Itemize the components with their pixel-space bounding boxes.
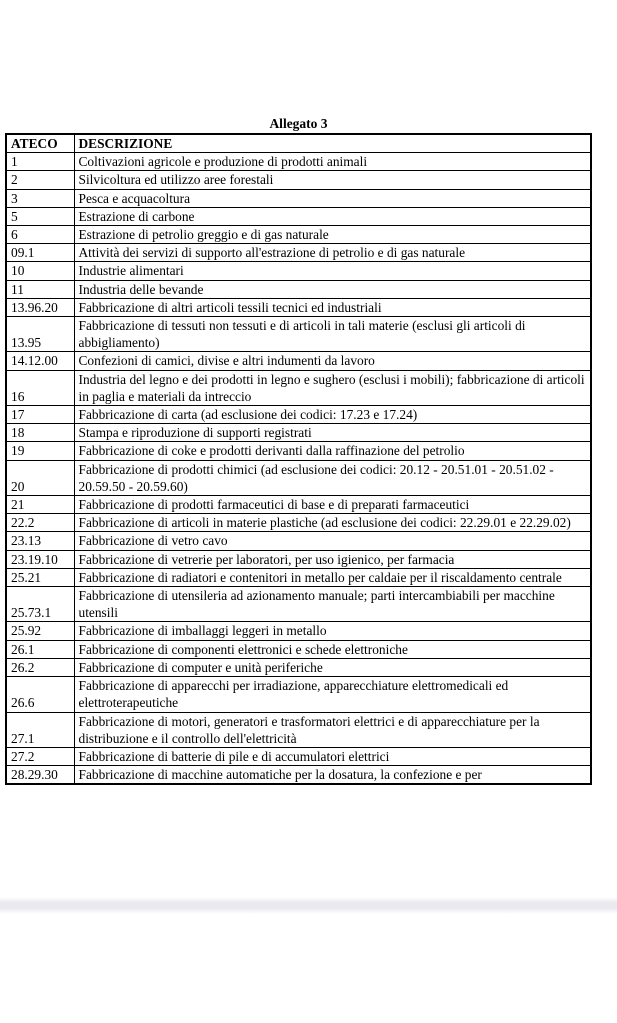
ateco-code-cell: 23.19.10 <box>6 550 74 568</box>
table-row <box>6 766 591 785</box>
page-title: Allegato 3 <box>269 116 328 131</box>
table-row <box>6 677 591 712</box>
table-row <box>6 496 591 514</box>
description-cell: Fabbricazione di radiatori e contenitori in metallo per caldaie per il riscaldamento centrale <box>74 568 591 586</box>
ateco-code-cell: 18 <box>6 424 74 442</box>
table-row <box>6 317 591 352</box>
column-header-descrizione: DESCRIZIONE <box>74 134 591 153</box>
ateco-code-cell: 27.1 <box>6 712 74 747</box>
description-cell: Fabbricazione di utensileria ad azionamento manuale; parti intercambiabili per macchine utensili <box>74 587 591 622</box>
description-cell: Fabbricazione di motori, generatori e trasformatori elettrici e di apparecchiature per la distribuzione e il controllo dell'elettricità <box>74 712 591 747</box>
ateco-code-cell: 09.1 <box>6 244 74 262</box>
table-row <box>6 640 591 658</box>
ateco-code-cell: 5 <box>6 207 74 225</box>
description-cell: Attività dei servizi di supporto all'estrazione di petrolio e di gas naturale <box>74 244 591 262</box>
ateco-code-cell: 19 <box>6 442 74 460</box>
description-cell: Fabbricazione di macchine automatiche per la dosatura, la confezione e per <box>74 766 591 785</box>
table-row <box>6 550 591 568</box>
description-cell: Pesca e acquacoltura <box>74 189 591 207</box>
description-cell: Fabbricazione di batterie di pile e di accumulatori elettrici <box>74 747 591 765</box>
table-row <box>6 298 591 316</box>
table-row <box>6 658 591 676</box>
ateco-code-cell: 22.2 <box>6 514 74 532</box>
description-cell: Fabbricazione di altri articoli tessili tecnici ed industriali <box>74 298 591 316</box>
ateco-code-cell: 27.2 <box>6 747 74 765</box>
description-cell: Fabbricazione di carta (ad esclusione dei codici: 17.23 e 17.24) <box>74 406 591 424</box>
table-row <box>6 262 591 280</box>
ateco-table-body <box>6 153 591 785</box>
description-cell: Fabbricazione di vetro cavo <box>74 532 591 550</box>
description-cell: Fabbricazione di vetrerie per laboratori, per uso igienico, per farmacia <box>74 550 591 568</box>
ateco-code-cell: 20 <box>6 460 74 495</box>
ateco-code-cell: 25.73.1 <box>6 587 74 622</box>
description-cell: Fabbricazione di coke e prodotti derivanti dalla raffinazione del petrolio <box>74 442 591 460</box>
ateco-code-cell: 1 <box>6 153 74 171</box>
ateco-code-cell: 11 <box>6 280 74 298</box>
ateco-code-cell: 14.12.00 <box>6 352 74 370</box>
description-cell: Industria delle bevande <box>74 280 591 298</box>
ateco-code-cell: 26.1 <box>6 640 74 658</box>
ateco-code-cell: 25.21 <box>6 568 74 586</box>
description-cell: Fabbricazione di prodotti chimici (ad esclusione dei codici: 20.12 - 20.51.01 - 20.51.02 - 20.59.50 - 20.59.60) <box>74 460 591 495</box>
table-row <box>6 587 591 622</box>
description-cell: Industria del legno e dei prodotti in legno e sughero (esclusi i mobili); fabbricazione di articoli in paglia e materiali da intreccio <box>74 370 591 405</box>
table-row <box>6 352 591 370</box>
table-row <box>6 207 591 225</box>
description-cell: Estrazione di carbone <box>74 207 591 225</box>
table-row <box>6 280 591 298</box>
table-row <box>6 189 591 207</box>
ateco-code-cell: 25.92 <box>6 622 74 640</box>
description-cell: Fabbricazione di tessuti non tessuti e di articoli in tali materie (esclusi gli articoli di abbigliamento) <box>74 317 591 352</box>
description-cell: Fabbricazione di apparecchi per irradiazione, apparecchiature elettromedicali ed elettroterapeutiche <box>74 677 591 712</box>
column-header-ateco: ATECO <box>6 134 74 153</box>
ateco-code-cell: 28.29.30 <box>6 766 74 785</box>
table-row <box>6 171 591 189</box>
ateco-code-cell: 2 <box>6 171 74 189</box>
description-cell: Fabbricazione di componenti elettronici e schede elettroniche <box>74 640 591 658</box>
ateco-table-header <box>6 134 591 153</box>
table-row <box>6 153 591 171</box>
table-row <box>6 460 591 495</box>
table-row <box>6 568 591 586</box>
ateco-code-cell: 26.6 <box>6 677 74 712</box>
description-cell: Fabbricazione di prodotti farmaceutici di base e di preparati farmaceutici <box>74 496 591 514</box>
ateco-code-cell: 10 <box>6 262 74 280</box>
ateco-code-cell: 6 <box>6 226 74 244</box>
ateco-code-cell: 16 <box>6 370 74 405</box>
description-cell: Stampa e riproduzione di supporti registrati <box>74 424 591 442</box>
ateco-code-cell: 13.95 <box>6 317 74 352</box>
ateco-code-cell: 23.13 <box>6 532 74 550</box>
ateco-table <box>5 133 592 785</box>
table-row <box>6 244 591 262</box>
ateco-code-cell: 13.96.20 <box>6 298 74 316</box>
table-row <box>6 747 591 765</box>
table-row <box>6 424 591 442</box>
table-row <box>6 712 591 747</box>
table-row <box>6 532 591 550</box>
ateco-code-cell: 3 <box>6 189 74 207</box>
description-cell: Fabbricazione di imballaggi leggeri in metallo <box>74 622 591 640</box>
table-row <box>6 226 591 244</box>
description-cell: Fabbricazione di computer e unità periferiche <box>74 658 591 676</box>
table-row <box>6 622 591 640</box>
description-cell: Fabbricazione di articoli in materie plastiche (ad esclusione dei codici: 22.29.01 e 22.29.02) <box>74 514 591 532</box>
table-row <box>6 406 591 424</box>
ateco-code-cell: 26.2 <box>6 658 74 676</box>
table-row <box>6 370 591 405</box>
description-cell: Silvicoltura ed utilizzo aree forestali <box>74 171 591 189</box>
header-row <box>6 134 591 153</box>
description-cell: Confezioni di camici, divise e altri indumenti da lavoro <box>74 352 591 370</box>
table-row <box>6 514 591 532</box>
description-cell: Estrazione di petrolio greggio e di gas naturale <box>74 226 591 244</box>
table-row <box>6 442 591 460</box>
ateco-code-cell: 17 <box>6 406 74 424</box>
ateco-code-cell: 21 <box>6 496 74 514</box>
description-cell: Industrie alimentari <box>74 262 591 280</box>
description-cell: Coltivazioni agricole e produzione di prodotti animali <box>74 153 591 171</box>
page-break-band <box>0 897 617 914</box>
